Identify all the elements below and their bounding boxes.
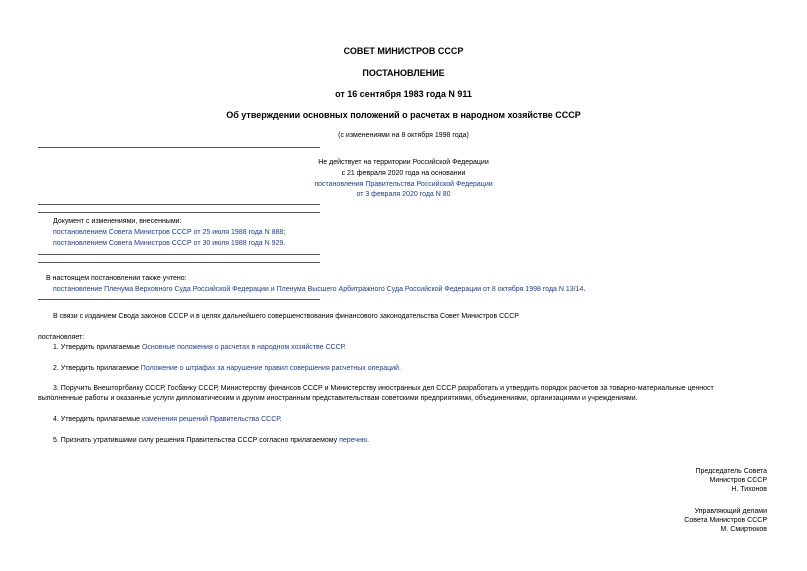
document-title: Об утверждении основных положений о расчетах в народном хозяйстве СССР — [226, 110, 581, 120]
divider — [38, 147, 320, 148]
doc-type-heading: ПОСТАНОВЛЕНИЕ — [362, 68, 445, 78]
item-2-link[interactable]: Положение о штрафах за нарушение правил совершения расчетных операций — [140, 365, 399, 372]
considered-label: В настоящем постановлении также учтено: — [46, 275, 187, 282]
status-link-decree[interactable]: постановления Правительства Российской Федерации — [314, 181, 493, 188]
item-3-line-1: 3. Поручить Внешторгбанку СССР, Госбанку СССР, Министерству финансов СССР и Министерству иностранных дел СССР разработать и утвердить порядок расчетов за товарно-материальные ценност — [53, 385, 714, 392]
status-line-2: с 21 февраля 2020 года на основании — [341, 170, 466, 177]
amendment-separator: . — [283, 240, 286, 247]
item-1-end: . — [344, 344, 346, 351]
amendment-link-929[interactable]: постановлением Совета Министров СССР от 30 июля 1988 года N 929 — [53, 240, 284, 247]
signature-manager — [684, 507, 767, 534]
plenum-decree-link[interactable]: постановление Пленума Верховного Суда Российской Федерации и Пленума Высшего Арбитражного Суда Российской Федерации от 8 октября 1998 года N 13/14 — [53, 286, 584, 293]
resolves-label: постановляет: — [38, 334, 85, 341]
divider — [38, 299, 320, 300]
item-1-link[interactable]: Основные положения о расчетах в народном хозяйстве СССР — [141, 344, 345, 351]
divider — [38, 212, 320, 213]
signature-title: Председатель Совета — [695, 468, 767, 475]
item-2 — [53, 364, 401, 373]
divider — [38, 262, 320, 263]
signature-name: Н. Тихонов — [731, 486, 767, 493]
item-2-end: . — [398, 365, 401, 372]
amendments-intro: Документ с изменениями, внесенными: — [53, 218, 182, 225]
preamble: В связи с изданием Свода законов СССР и в целях дальнейшего совершенствования финансового законодательства Совет Министров СССР — [53, 313, 519, 320]
revision-note: (с изменениями на 8 октября 1998 года) — [338, 132, 469, 139]
item-5-end: . — [367, 437, 370, 444]
date-number-heading: от 16 сентября 1983 года N 911 — [335, 89, 472, 99]
amendment-row — [53, 228, 285, 237]
item-5 — [53, 436, 369, 445]
signature-title: Министров СССР — [709, 477, 767, 484]
status-link-date[interactable]: от 3 февраля 2020 года N 80 — [356, 191, 451, 198]
item-5-link[interactable]: перечню — [339, 437, 368, 444]
amendment-link-888[interactable]: постановлением Совета Министров СССР от 25 июля 1988 года N 888 — [53, 229, 284, 236]
status-line-1: Не действует на территории Российской Федерации — [318, 159, 489, 166]
amendment-row — [53, 239, 285, 248]
divider — [38, 204, 320, 205]
signature-chairman — [695, 467, 767, 494]
divider — [38, 254, 320, 255]
signature-name: М. Смиртюков — [720, 526, 767, 533]
item-4 — [53, 415, 282, 424]
signature-title: Совета Министров СССР — [684, 517, 767, 524]
signature-title: Управляющий делами — [694, 508, 767, 515]
considered-row — [53, 285, 585, 294]
item-5-text: 5. Признать утратившими силу решения Правительства СССР согласно прилагаемому — [53, 437, 340, 444]
amendment-separator: ; — [283, 229, 286, 236]
item-2-text: 2. Утвердить прилагаемое — [53, 365, 141, 372]
item-4-end: . — [279, 416, 282, 423]
item-3-line-2: выполненные работы и оказанные услуги дипломатическим и другим иностранным представительствам советскими предприятиями, объединениями, организациями и учреждениями. — [38, 395, 638, 402]
item-4-text: 4. Утвердить прилагаемые — [53, 416, 142, 423]
item-1 — [53, 343, 346, 352]
authority-heading: СОВЕТ МИНИСТРОВ СССР — [343, 46, 464, 56]
considered-link-end: . — [583, 286, 586, 293]
item-1-text: 1. Утвердить прилагаемые — [53, 344, 142, 351]
item-4-link[interactable]: изменения решений Правительства СССР — [141, 416, 280, 423]
